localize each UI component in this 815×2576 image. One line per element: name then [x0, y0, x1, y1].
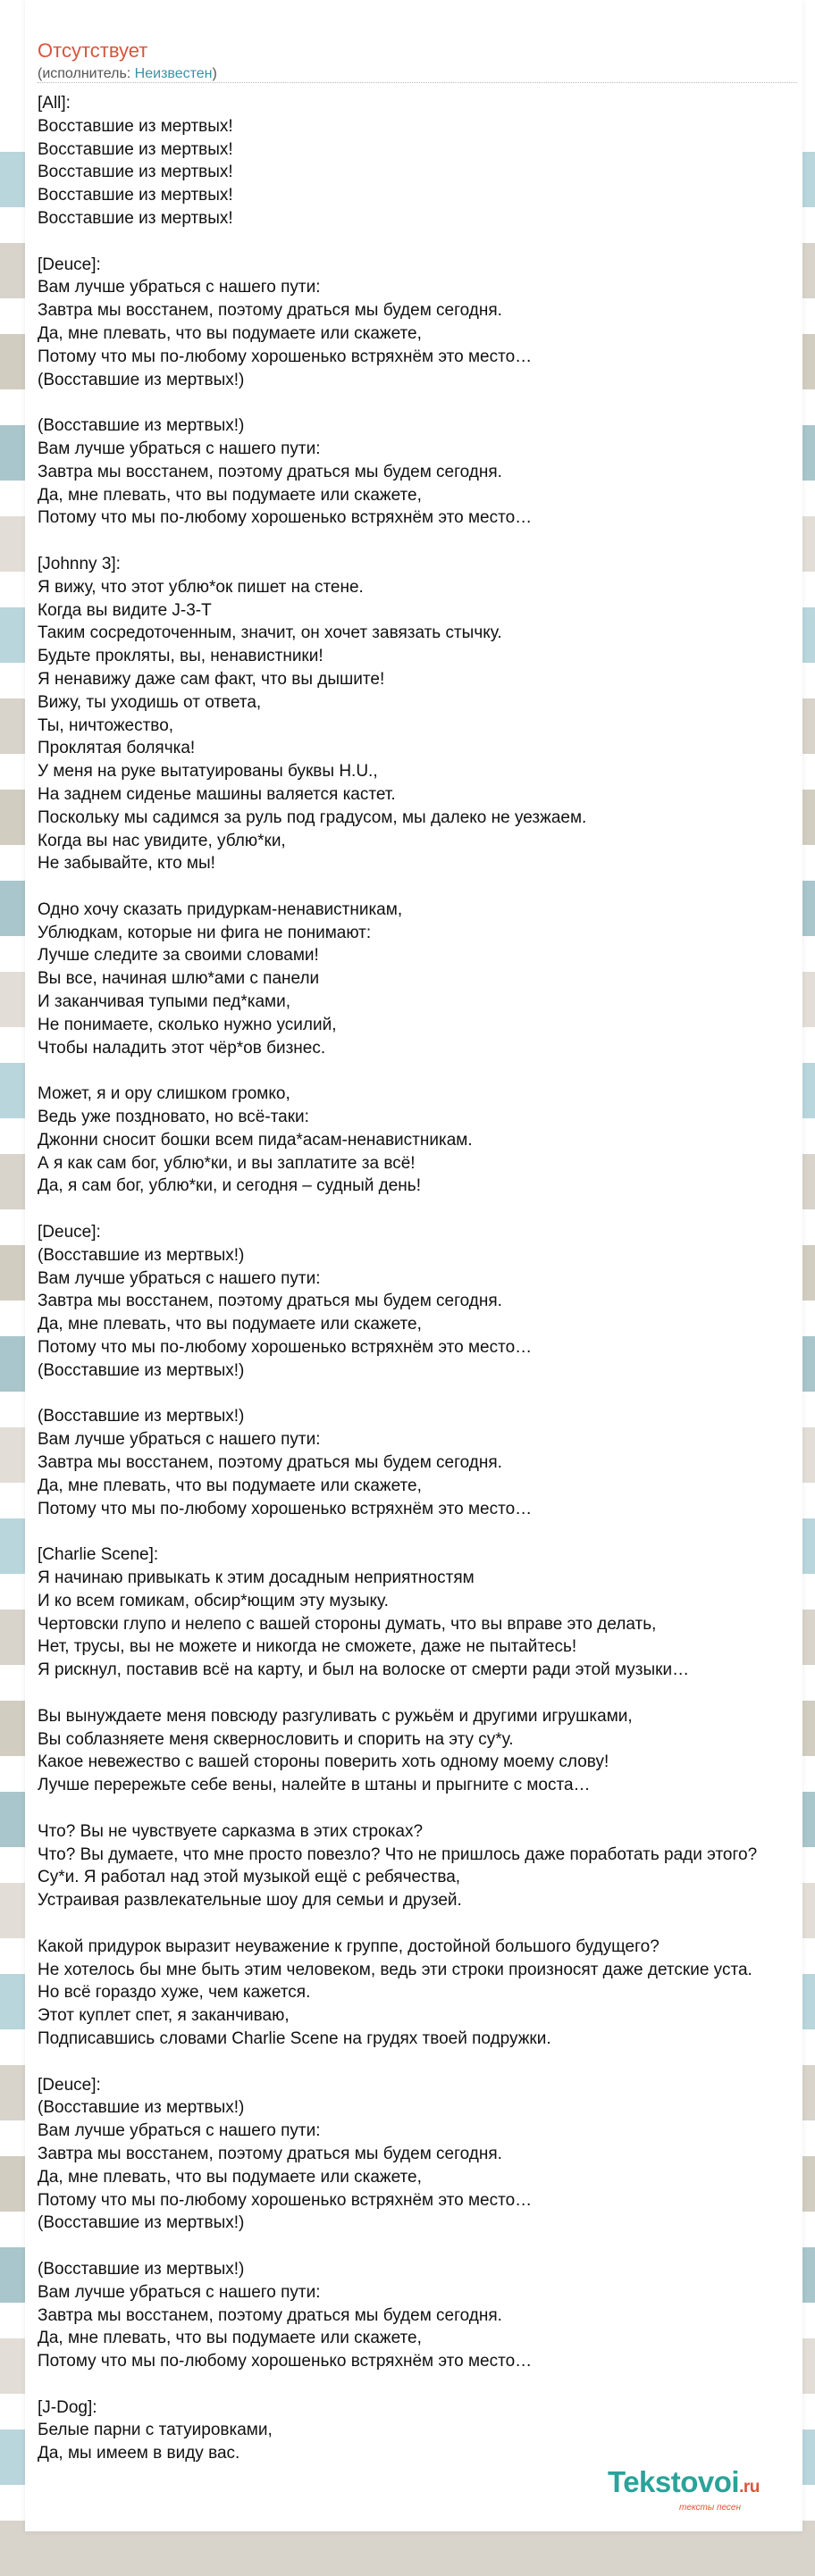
- title-divider: [38, 82, 797, 83]
- logo-tld: .ru: [739, 2478, 760, 2497]
- artist-prefix: (исполнитель:: [38, 66, 135, 81]
- logo-tagline: тексты песен: [679, 2503, 741, 2513]
- artist-link[interactable]: Неизвестен: [134, 66, 213, 81]
- logo-name: Tekstovoi: [608, 2465, 740, 2498]
- logo-wordmark: [608, 2465, 760, 2499]
- song-title: Отсутствует: [38, 39, 148, 62]
- site-logo[interactable]: [608, 2465, 795, 2519]
- artist-suffix: ): [212, 66, 217, 81]
- lyrics-text: [All]: Восставшие из мертвых! Восставшие из мертвых! Восставшие из мертвых! Восставшие из мертвых! Восставшие из мертвых! [Deuce]: Вам лучше убраться с нашего пути: Завтра мы восстанем, поэтому драться мы будем сегодня. Да, мне плевать, что вы подумаете или скажете, Потому что мы по-любому хорошенько встряхнём это место… (Восставшие из мертвых!) (Восставшие из мертвых!) Вам лучше убраться с нашего пути: Завтра мы восстанем, поэтому драться мы будем сегодня. Да, мне плевать, что вы подумаете или скажете, Потому что мы по-любому хорошенько встряхнём это место… [Johnny 3]: Я вижу, что этот ублю*ок пишет на стене. Когда вы видите J-3-T Таким сосредоточенным, значит, он хочет завязать стычку. Будьте прокляты, вы, ненавистники! Я ненавижу даже сам факт, что вы дышите! Вижу, ты уходишь от ответа, Ты, ничтожество, Проклятая болячка! У меня на руке вытатуированы буквы H.U., На заднем сиденье машины валяется кастет. Поскольку мы садимся за руль под градусом, мы далеко не уезжаем. Когда вы нас увидите, ублю*ки, Не забывайте, кто мы! Одно хочу сказать придуркам-ненавистникам, Ублюдкам, которые ни фига не понимают: Лучше следите за своими словами! Вы все, начиная шлю*ами с панели И заканчивая тупыми пед*ками, Не понимаете, сколько нужно усилий, Чтобы наладить этот чёр*ов бизнес. Может, я и ору слишком громко, Ведь уже поздновато, но всё-таки: Джонни сносит бошки всем пида*асам-ненавистникам. А я как сам бог, ублю*ки, и вы заплатите за всё! Да, я сам бог, ублю*ки, и сегодня – судный день! [Deuce]: (Восставшие из мертвых!) Вам лучше убраться с нашего пути: Завтра мы восстанем, поэтому драться мы будем сегодня. Да, мне плевать, что вы подумаете или скажете, Потому что мы по-любому хорошенько встряхнём это место… (Восставшие из мертвых!) (Восставшие из мертвых!) Вам лучше убраться с нашего пути: Завтра мы восстанем, поэтому драться мы будем сегодня. Да, мне плевать, что вы подумаете или скажете, Потому что мы по-любому хорошенько встряхнём это место… [Charlie Scene]: Я начинаю привыкать к этим досадным неприятностям И ко всем гомикам, обсир*ющим эту музыку. Чертовски глупо и нелепо с вашей стороны думать, что вы вправе это делать, Нет, трусы, вы не можете и никогда не сможете, даже не пытайтесь! Я рискнул, поставив всё на карту, и был на волоске от смерти ради этой музыки… Вы вынуждаете меня повсюду разгуливать с ружьём и другими игрушками, Вы соблазняете меня сквернословить и спорить на эту су*у. Какое невежество с вашей стороны поверить хоть одному моему слову! Лучше перережьте себе вены, налейте в штаны и прыгните с моста… Что? Вы не чувствуете сарказма в этих строках? Что? Вы думаете, что мне просто повезло? Что не пришлось даже поработать ради этого? Су*и. Я работал над этой музыкой ещё с ребячества, Устраивая развлекательные шоу для семьи и друзей. Какой придурок выразит неуважение к группе, достойной большого будущего? Не хотелось бы мне быть этим человеком, ведь эти строки произносят даже детские уста. Но всё гораздо хуже, чем кажется. Этот куплет спет, я заканчиваю, Подписавшись словами Charlie Scene на грудях твоей подружки. [Deuce]: (Восставшие из мертвых!) Вам лучше убраться с нашего пути: Завтра мы восстанем, поэтому драться мы будем сегодня. Да, мне плевать, что вы подумаете или скажете, Потому что мы по-любому хорошенько встряхнём это место… (Восставшие из мертвых!) (Восставшие из мертвых!) Вам лучше убраться с нашего пути: Завтра мы восстанем, поэтому драться мы будем сегодня. Да, мне плевать, что вы подумаете или скажете, Потому что мы по-любому хорошенько встряхнём это место… [J-Dog]: Белые парни с татуировками, Да, мы имеем в виду вас.: [38, 94, 758, 2463]
- artist-line: [38, 66, 217, 82]
